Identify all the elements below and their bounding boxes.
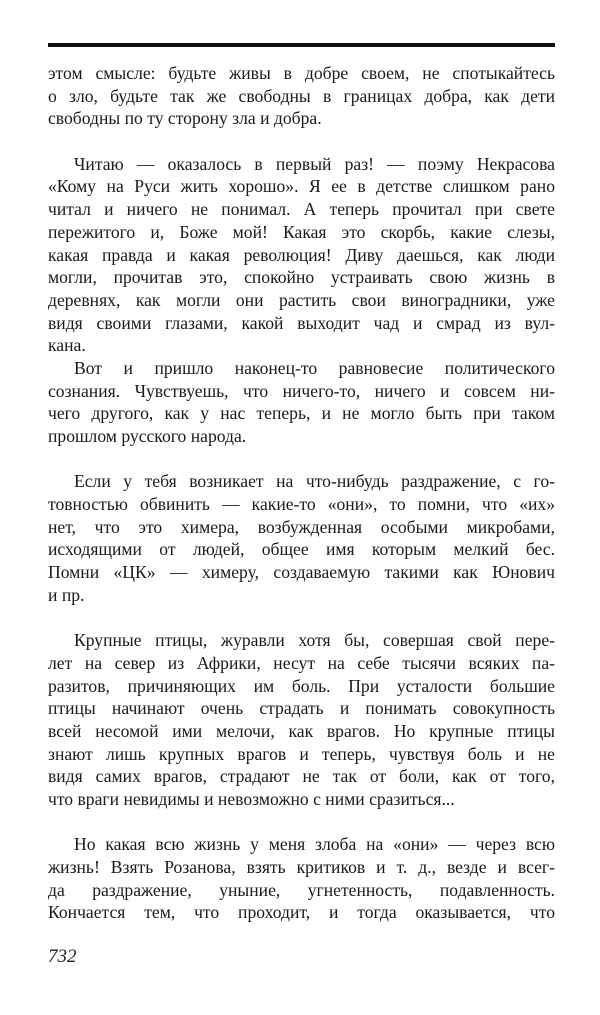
text-line: Но какая всю жизнь у меня злоба на «они» — через всю bbox=[74, 834, 555, 855]
text-line: о зло, будьте так же свободны в границах добра, как дети bbox=[48, 85, 555, 106]
text-line: птицы начинают очень страдать и понимать совокупность bbox=[48, 698, 555, 719]
text-line: сознания. Чувствуешь, что ничего-то, ничего и совсем ни- bbox=[48, 380, 555, 401]
paragraph bbox=[48, 62, 555, 130]
text-line: разитов, причиняющих им боль. При усталости большие bbox=[48, 675, 555, 696]
text-line: исходящими от людей, общее имя которым мелкий бес. bbox=[48, 539, 555, 560]
text-line: Вот и пришло наконец-то равновесие политического bbox=[74, 357, 555, 378]
text-line: прошлом русского народа. bbox=[48, 426, 247, 446]
paragraph bbox=[48, 153, 555, 357]
text-line: Крупные птицы, журавли хотя бы, совершая свой пере- bbox=[74, 630, 555, 651]
text-line: этом смысле: будьте живы в добре своем, не спотыкайтесь bbox=[48, 63, 555, 83]
paragraph bbox=[48, 629, 555, 811]
paragraph bbox=[48, 357, 555, 448]
text-line: читал и ничего не понимал. А теперь прочитал при свете bbox=[48, 199, 555, 220]
text-line: жизнь! Взять Розанова, взять критиков и т. д., везде и всег- bbox=[48, 857, 555, 878]
text-line: Помни «ЦК» — химеру, создаваемую такими как Юнович bbox=[48, 562, 555, 583]
page-number: 732 bbox=[48, 946, 77, 967]
text-line: Кончается тем, что проходит, и тогда оказывается, что bbox=[48, 902, 555, 923]
text-line: могли, прочитав это, спокойно устраивать свою жизнь в bbox=[48, 267, 555, 288]
header-rule bbox=[48, 43, 555, 47]
paragraph bbox=[48, 833, 555, 924]
text-line: лет на север из Африки, несут на себе тысячи всяких па- bbox=[48, 652, 555, 673]
text-line: свободны по ту сторону зла и добра. bbox=[48, 108, 322, 129]
text-line: нет, что это химера, возбужденная особыми микробами, bbox=[48, 516, 555, 537]
text-line: что враги невидимы и невозможно с ними сразиться... bbox=[48, 789, 455, 809]
text-line: «Кому на Руси жить хорошо». Я ее в детстве слишком рано bbox=[48, 176, 555, 197]
text-line: кана. bbox=[48, 335, 86, 356]
text-line: да раздражение, уныние, угнетенность, подавленность. bbox=[48, 879, 555, 900]
text-line: чего другого, как у нас теперь, и не могло быть при таком bbox=[48, 403, 555, 424]
text-line: какая правда и какая революция! Диву даешься, как люди bbox=[48, 244, 555, 265]
paragraph bbox=[48, 470, 555, 606]
text-line: деревнях, как могли они растить свои виноградники, уже bbox=[48, 289, 555, 310]
text-line: всей несомой ими мелочи, как врагов. Но крупные птицы bbox=[48, 720, 555, 741]
body-text bbox=[48, 62, 555, 924]
paragraph-spacer bbox=[48, 811, 555, 834]
text-line: знают лишь крупных врагов и теперь, чувствуя боль и не bbox=[48, 743, 555, 764]
text-line: видя самих врагов, страдают не так от боли, как от того, bbox=[48, 766, 555, 787]
text-line: Читаю — оказалось в первый раз! — поэму Некрасова bbox=[74, 153, 555, 174]
paragraph-spacer bbox=[48, 130, 555, 153]
text-line: и пр. bbox=[48, 584, 85, 605]
text-line: Если у тебя возникает на что-нибудь раздражение, с го- bbox=[74, 471, 555, 492]
text-line: видя своими глазами, какой выходит чад и смрад из вул- bbox=[48, 312, 555, 333]
paragraph-spacer bbox=[48, 607, 555, 630]
text-line: товностью обвинить — какие-то «они», то помни, что «их» bbox=[48, 494, 555, 515]
paragraph-spacer bbox=[48, 448, 555, 471]
text-line: пережитого и, Боже мой! Какая это скорбь, какие слезы, bbox=[48, 221, 555, 242]
